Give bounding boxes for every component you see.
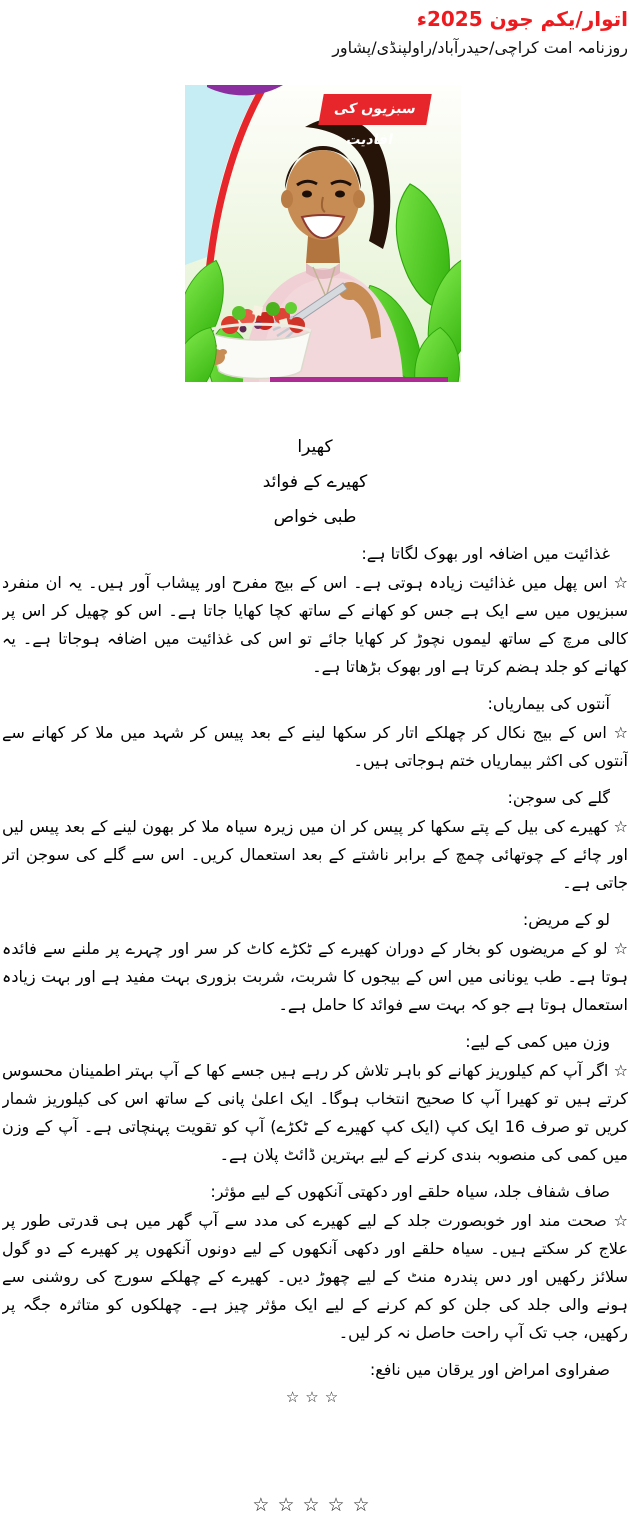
article-titles	[0, 430, 630, 535]
section-paragraph: ☆ کھیرے کی بیل کے پتے سکھا کر پیس کر ان میں زیرہ سیاہ ملا کر بھون لینے کے بعد پیس لیں اور چائے کے چوتھائی چمچ کے برابر ناشتے کے بعد استعمال کریں۔ اس سے گلے کی سوجن اتر جاتی ہے۔	[2, 817, 628, 892]
section-heading: گلے کی سوجن:	[507, 788, 610, 807]
section-heading: صفراوی امراض اور یرقان میں نافع:	[369, 1360, 610, 1379]
section-paragraph: ☆ اگر آپ کم کیلوریز کھانے کو باہر تلاش کر رہے ہیں جسے کھا کے آپ بہتر اطمینان محسوس کرتے ہیں تو کھیرا آپ کا صحیح انتخاب ہوگا۔ ایک اعلیٰ پانی کے ساتھ اس کی کیلوریز شمار کریں تو صرف 16 ایک کپ (ایک کپ کھیرے کے ٹکڑے) آپ کو تقویت پہنچاتی ہے۔ آپ کے وزن میں کمی کی منصوبہ بندی کرنے کے لیے بہترین ڈائٹ پلان ہے۔	[2, 1061, 628, 1164]
photo-banner: سبزیوں کی افادیت	[318, 94, 431, 125]
section-paragraph: ☆ اس پھل میں غذائیت زیادہ ہوتی ہے۔ اس کے بیج مفرح اور پیشاب آور ہیں۔ یہ ان منفرد سبزیوں میں سے ایک ہے جس کو کھانے کے ساتھ کچا کھایا جاتا ہے۔ اس کو چھیل کر اس پر کالی مرچ کے ساتھ لیموں نچوڑ کر کھایا جائے تو اس کی غذائیت میں اضافہ ہوجاتا ہے۔ یہ کھانے کو جلد ہضم کرتا ہے اور بھوک بڑھاتا ہے۔	[2, 573, 628, 676]
date-line: اتوار/یکم جون 2025ء	[416, 7, 628, 31]
woman-salad-illustration	[185, 85, 461, 382]
article-subtitle: کھیرے کے فوائد	[262, 472, 368, 492]
section-heading: آنتوں کی بیماریاں:	[487, 694, 610, 713]
section-paragraph: ☆ لو کے مریضوں کو بخار کے دوران کھیرے کے ٹکڑے کاٹ کر سر اور چہرے پر ملنے سے فائدہ ہوتا ہے۔ طب یونانی میں اس کے بیجوں کا شربت، شربت بزوری بہت مفید ہے اور بہت زیادہ استعمال ہوتا ہے جو کہ بہت سے فوائد کا حامل ہے۔	[2, 939, 628, 1014]
article-subheading: طبی خواص	[273, 507, 357, 527]
newspaper-editions-line: روزنامہ امت کراچی/حیدرآباد/راولپنڈی/پشاور	[332, 38, 628, 57]
section-paragraph: ☆ اس کے بیج نکال کر چھلکے اتار کر سکھا لینے کے بعد پیس کر شہد میں ملا کر کھانے سے آنتوں کی اکثر بیماریاں ختم ہوجاتی ہیں۔	[2, 723, 628, 770]
section-divider-stars: ☆☆☆	[285, 1388, 345, 1406]
section-paragraph: ☆ صحت مند اور خوبصورت جلد کے لیے کھیرے کی مدد سے آپ گھر میں ہی قدرتی طور پر علاج کر سکتے ہیں۔ سیاہ حلقے اور دکھی آنکھوں کے لیے دونوں آنکھوں پر کھیرے کے دو گول سلائز رکھیں اور دس پندرہ منٹ کے لیے چھوڑ دیں۔ کھیرے کے چھلکے سورج کی روشنی سے ہونے والی جلد کی جلن کو کم کرنے کے لیے ایک مؤثر چیز ہے۔ چھلکوں کو متاثرہ جگہ پر رکھیں، جب تک آپ راحت حاصل نہ کر لیں۔	[2, 1211, 628, 1342]
article-body	[2, 540, 628, 1385]
section-heading: لو کے مریض:	[522, 910, 610, 929]
section-heading: غذائیت میں اضافہ اور بھوک لگاتا ہے:	[361, 544, 610, 563]
footer-stars: ☆☆☆☆☆	[252, 1494, 378, 1516]
magenta-bottom-strip	[270, 377, 448, 382]
article-photo	[185, 85, 461, 382]
masthead	[2, 6, 628, 60]
article-title: کھیرا	[297, 437, 333, 457]
section-heading: وزن میں کمی کے لیے:	[465, 1032, 610, 1051]
section-heading: صاف شفاف جلد، سیاہ حلقے اور دکھتی آنکھوں کے لیے مؤثر:	[210, 1182, 610, 1201]
